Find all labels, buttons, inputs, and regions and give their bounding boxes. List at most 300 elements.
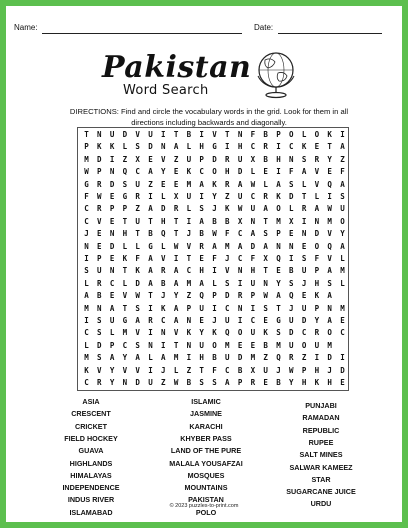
grid-letter[interactable]: O — [212, 340, 217, 350]
grid-letter[interactable]: A — [327, 266, 332, 276]
grid-letter[interactable]: C — [237, 229, 243, 239]
grid-letter[interactable]: S — [135, 142, 140, 152]
grid-letter[interactable]: A — [199, 179, 204, 189]
grid-letter[interactable]: Y — [109, 378, 115, 387]
grid-letter[interactable]: Y — [199, 328, 204, 338]
grid-letter[interactable]: W — [263, 291, 268, 301]
grid-letter[interactable]: K — [276, 192, 281, 201]
grid-letter[interactable]: B — [212, 216, 217, 226]
grid-letter[interactable]: P — [109, 204, 115, 214]
grid-letter[interactable]: L — [301, 179, 307, 189]
grid-letter[interactable]: V — [135, 365, 140, 375]
grid-letter[interactable]: E — [327, 167, 332, 177]
grid-letter[interactable]: E — [109, 254, 115, 263]
grid-letter[interactable]: N — [97, 130, 102, 139]
grid-letter[interactable]: H — [301, 378, 307, 387]
grid-letter[interactable]: Q — [122, 167, 128, 177]
grid-letter[interactable]: I — [340, 353, 345, 363]
grid-letter[interactable]: P — [84, 142, 89, 152]
grid-letter[interactable]: I — [186, 216, 192, 226]
grid-letter[interactable]: D — [314, 229, 320, 239]
grid-letter[interactable]: C — [340, 328, 345, 338]
grid-letter[interactable]: R — [263, 142, 268, 152]
grid-letter[interactable]: X — [250, 365, 256, 375]
grid-letter[interactable]: L — [186, 204, 192, 214]
grid-letter[interactable]: I — [148, 365, 153, 375]
grid-letter[interactable]: V — [212, 130, 217, 139]
grid-letter[interactable]: A — [173, 266, 179, 276]
grid-letter[interactable]: P — [276, 229, 281, 239]
grid-letter[interactable]: M — [173, 353, 179, 363]
grid-letter[interactable]: D — [135, 378, 140, 387]
grid-letter[interactable]: T — [173, 229, 179, 239]
grid-letter[interactable]: A — [199, 278, 204, 288]
grid-letter[interactable]: D — [122, 130, 128, 139]
grid-letter[interactable]: U — [97, 266, 102, 276]
grid-letter[interactable]: R — [301, 204, 307, 214]
grid-letter[interactable]: W — [173, 378, 179, 387]
grid-letter[interactable]: S — [199, 204, 204, 214]
grid-letter[interactable]: I — [84, 254, 89, 263]
grid-letter[interactable]: K — [186, 167, 192, 177]
grid-letter[interactable]: M — [122, 328, 128, 338]
grid-letter[interactable]: X — [250, 154, 256, 164]
grid-letter[interactable]: T — [225, 130, 230, 139]
grid-letter[interactable]: L — [84, 278, 89, 288]
grid-letter[interactable]: D — [237, 167, 243, 177]
grid-letter[interactable]: D — [301, 316, 307, 325]
grid-letter[interactable]: N — [289, 154, 294, 164]
grid-letter[interactable]: E — [237, 340, 243, 350]
grid-letter[interactable]: I — [186, 353, 192, 363]
grid-letter[interactable]: A — [225, 378, 230, 387]
grid-letter[interactable]: F — [212, 254, 217, 263]
grid-letter[interactable]: I — [148, 303, 153, 313]
grid-letter[interactable]: S — [225, 278, 230, 288]
grid-letter[interactable]: A — [135, 316, 140, 325]
grid-letter[interactable]: A — [212, 241, 217, 251]
grid-letter[interactable]: J — [161, 291, 166, 301]
grid-letter[interactable]: I — [84, 316, 89, 325]
grid-letter[interactable]: T — [173, 216, 179, 226]
grid-letter[interactable]: C — [225, 365, 230, 375]
grid-letter[interactable]: I — [237, 316, 243, 325]
grid-letter[interactable]: N — [161, 142, 166, 152]
grid-letter[interactable]: Z — [340, 154, 345, 164]
grid-letter[interactable]: V — [327, 229, 332, 239]
grid-letter[interactable]: H — [250, 266, 256, 276]
grid-letter[interactable]: U — [237, 154, 243, 164]
grid-letter[interactable]: D — [250, 241, 256, 251]
grid-letter[interactable]: D — [109, 179, 115, 189]
grid-letter[interactable]: D — [97, 154, 102, 164]
grid-letter[interactable]: I — [161, 340, 166, 350]
grid-letter[interactable]: Y — [122, 353, 128, 363]
grid-letter[interactable]: V — [314, 167, 320, 177]
grid-letter[interactable]: N — [109, 167, 115, 177]
grid-letter[interactable]: C — [84, 216, 89, 226]
grid-letter[interactable]: E — [263, 167, 268, 177]
grid-letter[interactable]: H — [276, 154, 281, 164]
grid-letter[interactable]: P — [250, 291, 256, 301]
grid-letter[interactable]: S — [263, 229, 268, 239]
grid-letter[interactable]: T — [122, 266, 128, 276]
grid-letter[interactable]: U — [199, 303, 204, 313]
grid-letter[interactable]: V — [122, 365, 128, 375]
grid-letter[interactable]: Z — [161, 378, 166, 387]
grid-letter[interactable]: E — [301, 291, 307, 301]
grid-letter[interactable]: L — [135, 241, 140, 251]
grid-letter[interactable]: V — [186, 241, 192, 251]
grid-letter[interactable]: E — [301, 241, 307, 251]
grid-letter[interactable]: R — [161, 266, 166, 276]
grid-letter[interactable]: E — [276, 266, 281, 276]
grid-letter[interactable]: C — [250, 316, 256, 325]
grid-letter[interactable]: L — [314, 192, 320, 201]
grid-letter[interactable]: Z — [122, 154, 128, 164]
grid-letter[interactable]: B — [186, 130, 192, 139]
grid-letter[interactable]: A — [173, 303, 179, 313]
grid-letter[interactable]: L — [301, 130, 307, 139]
grid-letter[interactable]: K — [314, 291, 320, 301]
grid-letter[interactable]: G — [212, 142, 217, 152]
grid-letter[interactable]: T — [148, 216, 153, 226]
grid-letter[interactable]: L — [340, 278, 345, 288]
grid-letter[interactable]: E — [173, 179, 179, 189]
grid-letter[interactable]: E — [161, 179, 166, 189]
grid-letter[interactable]: T — [122, 216, 128, 226]
grid-letter[interactable]: J — [301, 278, 307, 288]
grid-letter[interactable]: E — [340, 316, 345, 325]
name-line[interactable] — [42, 33, 242, 34]
grid-letter[interactable]: T — [173, 130, 179, 139]
grid-letter[interactable]: P — [237, 378, 243, 387]
grid-letter[interactable]: C — [225, 303, 230, 313]
grid-letter[interactable]: T — [327, 142, 332, 152]
grid-letter[interactable]: B — [276, 378, 281, 387]
grid-letter[interactable]: E — [199, 254, 204, 263]
grid-letter[interactable]: I — [173, 254, 179, 263]
grid-letter[interactable]: A — [148, 254, 153, 263]
grid-letter[interactable]: U — [314, 340, 320, 350]
grid-letter[interactable]: B — [199, 229, 204, 239]
grid-letter[interactable]: S — [97, 316, 102, 325]
grid-letter[interactable]: F — [340, 167, 345, 177]
grid-letter[interactable]: L — [122, 241, 128, 251]
grid-letter[interactable]: V — [173, 328, 179, 338]
grid-letter[interactable]: E — [97, 229, 102, 239]
grid-letter[interactable]: Q — [276, 353, 281, 363]
grid-letter[interactable]: P — [276, 130, 281, 139]
grid-letter[interactable]: N — [301, 229, 307, 239]
grid-letter[interactable]: I — [199, 130, 204, 139]
grid-letter[interactable]: U — [225, 353, 230, 363]
grid-letter[interactable]: P — [109, 340, 115, 350]
grid-letter[interactable]: I — [276, 142, 281, 152]
grid-letter[interactable]: A — [148, 204, 153, 214]
grid-letter[interactable]: A — [327, 316, 332, 325]
grid-letter[interactable]: A — [199, 216, 204, 226]
grid-letter[interactable]: K — [84, 365, 89, 375]
grid-letter[interactable]: B — [263, 340, 268, 350]
grid-letter[interactable]: G — [84, 179, 89, 189]
grid-letter[interactable]: H — [314, 365, 320, 375]
grid-letter[interactable]: A — [237, 179, 243, 189]
grid-letter[interactable]: I — [289, 254, 294, 263]
grid-letter[interactable]: T — [122, 303, 128, 313]
grid-letter[interactable]: K — [314, 378, 320, 387]
grid-letter[interactable]: M — [84, 353, 89, 363]
grid-letter[interactable]: S — [135, 340, 140, 350]
grid-letter[interactable]: K — [161, 303, 166, 313]
grid-letter[interactable]: S — [97, 353, 102, 363]
grid-letter[interactable]: A — [148, 167, 153, 177]
grid-letter[interactable]: T — [199, 365, 204, 375]
grid-letter[interactable]: N — [122, 378, 128, 387]
grid-letter[interactable]: V — [135, 130, 140, 139]
grid-letter[interactable]: A — [250, 229, 256, 239]
grid-letter[interactable]: L — [340, 254, 345, 263]
grid-letter[interactable]: A — [276, 291, 281, 301]
grid-letter[interactable]: T — [276, 303, 281, 313]
grid-letter[interactable]: M — [186, 278, 192, 288]
grid-letter[interactable]: A — [109, 353, 115, 363]
grid-letter[interactable]: T — [135, 229, 140, 239]
grid-letter[interactable]: T — [301, 192, 307, 201]
grid-letter[interactable]: R — [225, 154, 230, 164]
grid-letter[interactable]: P — [314, 303, 320, 313]
grid-letter[interactable]: L — [186, 142, 192, 152]
grid-letter[interactable]: C — [250, 142, 256, 152]
grid-letter[interactable]: X — [135, 154, 140, 164]
grid-letter[interactable]: Q — [276, 254, 281, 263]
grid-letter[interactable]: U — [148, 378, 153, 387]
grid-letter[interactable]: B — [225, 216, 230, 226]
grid-letter[interactable]: K — [212, 328, 217, 338]
grid-letter[interactable]: C — [237, 254, 243, 263]
grid-letter[interactable]: O — [301, 340, 307, 350]
grid-letter[interactable]: R — [314, 328, 320, 338]
grid-letter[interactable]: J — [212, 204, 217, 214]
grid-letter[interactable]: M — [250, 353, 256, 363]
grid-letter[interactable]: G — [122, 192, 128, 201]
grid-letter[interactable]: D — [340, 365, 345, 375]
grid-letter[interactable]: O — [314, 241, 320, 251]
grid-letter[interactable]: R — [199, 241, 204, 251]
grid-letter[interactable]: I — [161, 130, 166, 139]
grid-letter[interactable]: M — [340, 303, 345, 313]
grid-letter[interactable]: A — [84, 291, 89, 301]
grid-letter[interactable]: A — [135, 353, 140, 363]
grid-letter[interactable]: H — [199, 353, 204, 363]
grid-letter[interactable]: Q — [199, 291, 204, 301]
grid-letter[interactable]: S — [97, 328, 102, 338]
grid-letter[interactable]: U — [250, 328, 256, 338]
grid-letter[interactable]: Z — [225, 192, 230, 201]
grid-letter[interactable]: J — [225, 254, 230, 263]
grid-letter[interactable]: R — [97, 378, 102, 387]
grid-letter[interactable]: Z — [186, 365, 192, 375]
grid-letter[interactable]: D — [161, 204, 166, 214]
grid-letter[interactable]: E — [263, 316, 268, 325]
grid-letter[interactable]: H — [237, 142, 243, 152]
grid-letter[interactable]: A — [173, 142, 179, 152]
grid-letter[interactable]: Y — [289, 378, 294, 387]
grid-letter[interactable]: A — [340, 142, 345, 152]
grid-letter[interactable]: U — [289, 340, 294, 350]
grid-letter[interactable]: X — [289, 216, 294, 226]
grid-letter[interactable]: R — [97, 204, 102, 214]
grid-letter[interactable]: L — [148, 353, 153, 363]
grid-letter[interactable]: J — [212, 316, 217, 325]
grid-letter[interactable]: I — [148, 192, 153, 201]
grid-letter[interactable]: N — [148, 340, 153, 350]
grid-letter[interactable]: Y — [276, 278, 281, 288]
grid-letter[interactable]: H — [161, 216, 166, 226]
grid-letter[interactable]: I — [340, 130, 345, 139]
grid-letter[interactable]: A — [173, 278, 179, 288]
grid-letter[interactable]: E — [148, 154, 153, 164]
grid-letter[interactable]: G — [122, 316, 128, 325]
grid-letter[interactable]: S — [340, 192, 345, 201]
grid-letter[interactable]: F — [212, 365, 217, 375]
grid-letter[interactable]: W — [250, 179, 256, 189]
grid-letter[interactable]: Z — [186, 291, 192, 301]
grid-letter[interactable]: C — [289, 142, 294, 152]
grid-letter[interactable]: A — [340, 179, 345, 189]
grid-letter[interactable]: U — [199, 340, 204, 350]
grid-letter[interactable]: R — [225, 179, 230, 189]
grid-letter[interactable]: N — [289, 241, 294, 251]
grid-letter[interactable]: F — [250, 254, 256, 263]
grid-letter[interactable]: I — [212, 266, 217, 276]
grid-letter[interactable]: I — [301, 216, 307, 226]
grid-letter[interactable]: A — [237, 241, 243, 251]
grid-letter[interactable]: W — [173, 241, 179, 251]
grid-letter[interactable]: C — [122, 340, 128, 350]
grid-letter[interactable]: R — [250, 378, 256, 387]
grid-letter[interactable]: H — [199, 142, 204, 152]
grid-letter[interactable]: E — [109, 291, 115, 301]
grid-letter[interactable]: B — [186, 378, 192, 387]
grid-letter[interactable]: Y — [173, 291, 179, 301]
grid-letter[interactable]: D — [327, 353, 332, 363]
grid-letter[interactable]: M — [225, 241, 230, 251]
grid-letter[interactable]: M — [84, 303, 89, 313]
grid-letter[interactable]: P — [212, 291, 217, 301]
grid-letter[interactable]: K — [97, 142, 102, 152]
grid-letter[interactable]: W — [327, 204, 332, 214]
grid-letter[interactable]: E — [199, 316, 204, 325]
grid-letter[interactable]: J — [289, 303, 294, 313]
grid-letter[interactable]: P — [199, 154, 204, 164]
grid-letter[interactable]: Y — [161, 167, 166, 177]
grid-letter[interactable]: U — [109, 316, 115, 325]
grid-letter[interactable]: M — [276, 216, 281, 226]
grid-letter[interactable]: Y — [327, 154, 332, 164]
grid-letter[interactable]: K — [122, 254, 128, 263]
grid-letter[interactable]: I — [314, 353, 320, 363]
grid-letter[interactable]: D — [97, 340, 102, 350]
grid-letter[interactable]: W — [84, 167, 89, 177]
grid-letter[interactable]: S — [122, 179, 128, 189]
grid-letter[interactable]: V — [97, 365, 102, 375]
grid-letter[interactable]: V — [327, 254, 332, 263]
grid-letter[interactable]: N — [237, 266, 243, 276]
grid-letter[interactable]: D — [148, 142, 153, 152]
grid-letter[interactable]: A — [327, 291, 332, 301]
grid-letter[interactable]: P — [186, 303, 192, 313]
grid-letter[interactable]: M — [340, 266, 345, 276]
date-line[interactable] — [278, 33, 382, 34]
grid-letter[interactable]: W — [135, 291, 140, 301]
grid-letter[interactable]: S — [327, 278, 332, 288]
grid-letter[interactable]: Z — [135, 204, 140, 214]
grid-letter[interactable]: L — [289, 204, 294, 214]
grid-letter[interactable]: L — [122, 142, 128, 152]
grid-letter[interactable]: A — [301, 167, 307, 177]
grid-letter[interactable]: T — [173, 340, 179, 350]
grid-letter[interactable]: K — [327, 130, 332, 139]
grid-letter[interactable]: I — [109, 154, 115, 164]
grid-letter[interactable]: V — [161, 254, 166, 263]
grid-letter[interactable]: M — [225, 340, 230, 350]
grid-letter[interactable]: X — [237, 216, 243, 226]
grid-letter[interactable]: K — [212, 179, 217, 189]
grid-letter[interactable]: V — [225, 266, 230, 276]
grid-letter[interactable]: S — [289, 278, 294, 288]
grid-letter[interactable]: D — [225, 291, 230, 301]
grid-letter[interactable]: I — [327, 192, 332, 201]
grid-letter[interactable]: P — [97, 254, 102, 263]
grid-letter[interactable]: N — [109, 266, 115, 276]
grid-letter[interactable]: T — [186, 254, 192, 263]
grid-letter[interactable]: R — [135, 192, 140, 201]
grid-letter[interactable]: N — [237, 130, 243, 139]
grid-letter[interactable]: D — [212, 154, 217, 164]
grid-letter[interactable]: S — [301, 154, 307, 164]
grid-letter[interactable]: C — [250, 192, 256, 201]
grid-letter[interactable]: C — [84, 378, 89, 387]
grid-letter[interactable]: L — [263, 179, 268, 189]
grid-letter[interactable]: R — [97, 278, 102, 288]
grid-letter[interactable]: V — [135, 328, 140, 338]
grid-letter[interactable]: Q — [225, 328, 230, 338]
grid-letter[interactable]: R — [289, 353, 294, 363]
grid-letter[interactable]: F — [289, 167, 294, 177]
grid-letter[interactable]: B — [212, 353, 217, 363]
grid-letter[interactable]: K — [135, 266, 140, 276]
grid-letter[interactable]: E — [173, 167, 179, 177]
grid-letter[interactable]: I — [237, 278, 243, 288]
grid-letter[interactable]: U — [250, 204, 256, 214]
grid-letter[interactable]: N — [84, 241, 89, 251]
grid-letter[interactable]: U — [135, 179, 140, 189]
grid-letter[interactable]: T — [84, 130, 89, 139]
grid-letter[interactable]: Z — [301, 353, 307, 363]
grid-letter[interactable]: A — [148, 278, 153, 288]
grid-letter[interactable]: P — [301, 365, 307, 375]
grid-letter[interactable]: H — [122, 229, 128, 239]
grid-letter[interactable]: B — [148, 229, 153, 239]
grid-letter[interactable]: O — [237, 328, 243, 338]
grid-letter[interactable]: U — [301, 303, 307, 313]
grid-letter[interactable]: U — [289, 316, 294, 325]
grid-letter[interactable]: A — [161, 353, 166, 363]
grid-letter[interactable]: Y — [212, 192, 217, 201]
grid-letter[interactable]: C — [161, 316, 166, 325]
grid-letter[interactable]: Y — [340, 229, 345, 239]
